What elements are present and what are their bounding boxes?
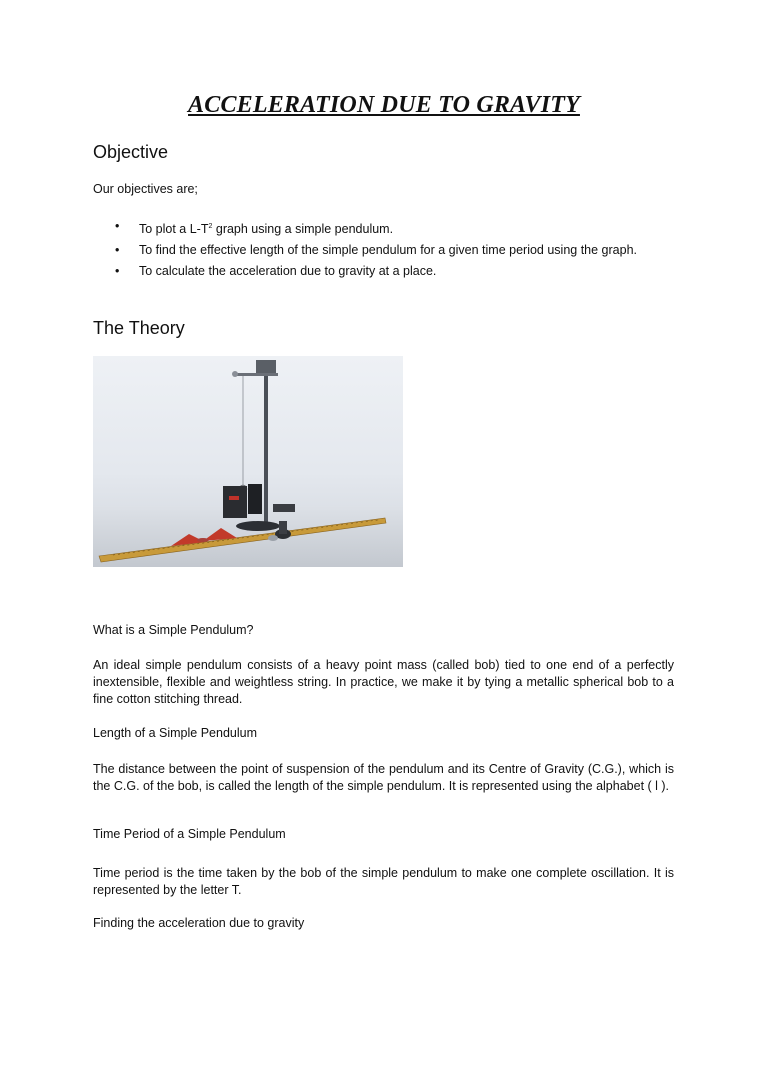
superscript-exponent: 2 — [208, 223, 213, 230]
objective-intro: Our objectives are; — [93, 182, 198, 196]
objective-item — [93, 261, 674, 282]
section-heading-acceleration: Finding the acceleration due to gravity — [93, 916, 305, 930]
objective-item-text-cont: graph using a simple pendulum. — [212, 222, 394, 236]
objective-item-text: To plot a L-T — [139, 222, 209, 236]
objective-item-text: To find the effective length of the simple pendulum for a given time period using the graph. — [139, 243, 637, 257]
section-heading-simple-pendulum: What is a Simple Pendulum? — [93, 623, 254, 637]
pendulum-apparatus-image — [93, 356, 403, 567]
section-body-length: The distance between the point of suspension of the pendulum and its Centre of Gravity (C.G.), which is the C.G. of the bob, is called the length of the simple pendulum. It is represented using the alphabet ( l ). — [93, 762, 674, 793]
objective-item — [93, 240, 674, 261]
section-heading-time-period: Time Period of a Simple Pendulum — [93, 827, 286, 841]
objective-heading: Objective — [93, 142, 169, 162]
bullet-icon: • — [115, 243, 120, 257]
document-title: ACCELERATION DUE TO GRAVITY — [188, 92, 580, 118]
section-heading-length: Length of a Simple Pendulum — [93, 726, 257, 740]
bullet-icon: • — [115, 219, 120, 233]
theory-heading: The Theory — [93, 318, 185, 338]
objective-list — [93, 216, 674, 282]
objective-item-text: To calculate the acceleration due to gravity at a place. — [139, 264, 437, 278]
section-body-time-period: Time period is the time taken by the bob of the simple pendulum to make one complete oscillation. It is represented by the letter T. — [93, 866, 674, 897]
section-body-simple-pendulum: An ideal simple pendulum consists of a heavy point mass (called bob) tied to one end of a perfectly inextensible, flexible and weightless string. In practice, we make it by tying a metallic spherical bob to a fine cotton stitching thread. — [93, 658, 674, 706]
bullet-icon: • — [115, 264, 120, 278]
objective-item — [93, 216, 674, 240]
